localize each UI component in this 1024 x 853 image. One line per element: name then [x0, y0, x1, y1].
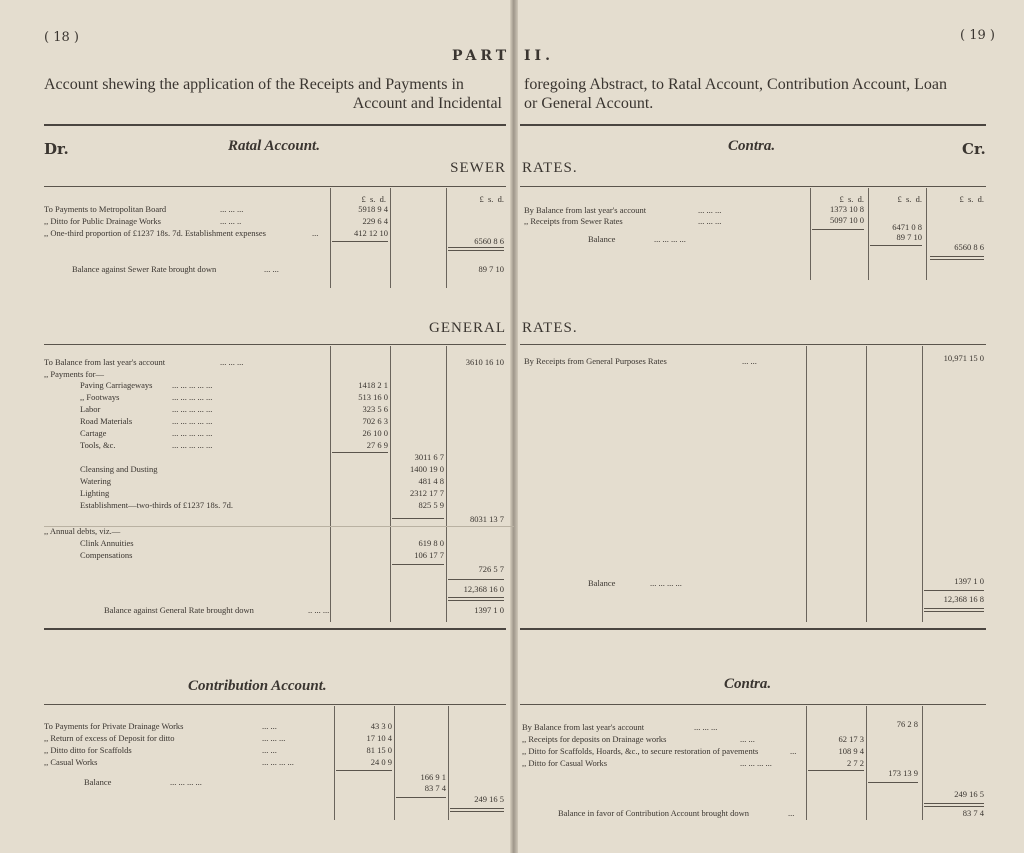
ledger-row-amount: 3610 16 10 — [465, 357, 504, 367]
ledger-row-dots: ... ... ... ... ... — [172, 428, 213, 438]
ledger-row-amount: 412 12 10 — [354, 228, 388, 238]
ledger-row-amount: 2 7 2 — [847, 758, 864, 768]
ledger-row-text: By Receipts from General Purposes Rates — [524, 356, 667, 366]
rule — [44, 344, 506, 345]
contribution-contra-title: Contra. — [724, 676, 772, 692]
sewer-left-total: 6560 8 6 — [474, 236, 504, 246]
ledger-row-dots: ... ... .. — [220, 216, 242, 226]
ledger-row-text: ,, Casual Works — [44, 757, 98, 767]
ledger-row-amount: 481 4 8 — [418, 476, 444, 486]
ledger-row-text: Balance against Sewer Rate brought down — [72, 264, 217, 274]
ledger-row-text: Road Materials — [80, 416, 133, 426]
ledger-row-amount: 83 7 4 — [962, 808, 984, 818]
rule — [448, 597, 504, 598]
ledger-row-amount: 513 16 0 — [358, 392, 388, 402]
column-rule — [394, 706, 395, 820]
page-number-left: ( 18 ) — [44, 30, 79, 45]
column-rule — [390, 188, 391, 288]
ledger-row-dots: ... ... ... ... ... — [172, 416, 213, 426]
ledger-row-dots: ... ... ... ... ... — [172, 380, 213, 390]
ledger-row-dots: ... ... ... — [220, 357, 244, 367]
annual-total: 726 5 7 — [478, 564, 504, 574]
rule — [336, 770, 392, 771]
ledger-row-dots: ... ... ... ... ... — [172, 404, 213, 414]
intro-left-line-1: Account shewing the application of the Receipts and Payments in — [44, 76, 464, 93]
rule — [448, 247, 504, 248]
ledger-row-text: ,, One-third proportion of £1237 18s. 7d. Establishment expenses — [44, 228, 266, 238]
column-rule — [330, 346, 331, 622]
ledger-row-amount: 89 7 10 — [478, 264, 504, 274]
part-label-right: II. — [524, 48, 554, 64]
general-heading: GENERAL — [429, 320, 506, 336]
column-rule — [922, 346, 923, 622]
rule — [924, 611, 984, 612]
ledger-row-text: ,, Annual debts, viz.— — [44, 526, 121, 536]
part-label-left: PART — [452, 48, 511, 64]
column-rule — [446, 188, 447, 288]
money-header: £ s. d. — [959, 194, 984, 204]
rule — [520, 704, 986, 705]
ledger-row-amount: 43 3 0 — [370, 721, 392, 731]
ledger-row-text: Balance — [588, 234, 616, 244]
ledger-row-amount: 2312 17 7 — [410, 488, 444, 498]
ledger-row-text: Balance in favor of Contribution Account brought down — [558, 808, 749, 818]
money-header: £ s. d. — [897, 194, 922, 204]
ledger-row-text: Paving Carriageways — [80, 380, 153, 390]
ledger-row-amount: 24 0 9 — [370, 757, 392, 767]
ledger-row-amount: 89 7 10 — [896, 232, 922, 242]
ledger-row-text: By Balance from last year's account — [524, 205, 647, 215]
rule — [520, 124, 986, 126]
rule — [520, 186, 986, 187]
column-rule — [446, 346, 447, 622]
ledger-row-text: ,, Receipts for deposits on Drainage works — [522, 734, 667, 744]
ledger-row-text: To Payments to Metropolitan Board — [44, 204, 167, 214]
ledger-row-text: Balance — [84, 777, 112, 787]
ledger-row-amount: 825 5 9 — [418, 500, 444, 510]
ledger-row-dots: ... ... ... ... — [654, 234, 686, 244]
column-rule — [868, 188, 869, 280]
ledger-row-text: Balance — [588, 578, 616, 588]
ledger-row-dots: ... ... — [740, 734, 755, 744]
column-rule — [866, 346, 867, 622]
rule — [44, 628, 506, 630]
rule — [520, 344, 986, 345]
rule — [520, 628, 986, 630]
rule — [450, 811, 504, 812]
ledger-row-text: ,, Ditto ditto for Scaffolds — [44, 745, 132, 755]
ledger-row-dots: ... ... ... ... — [740, 758, 772, 768]
ledger-row-dots: ... — [790, 746, 797, 756]
rule — [332, 452, 388, 453]
ledger-row-dots: ... ... — [742, 356, 757, 366]
ledger-row-text: To Payments for Private Drainage Works — [44, 721, 184, 731]
general-rates-heading: RATES. — [522, 320, 578, 336]
column-rule — [866, 706, 867, 820]
page-number-right: ( 19 ) — [960, 28, 995, 43]
ledger-row-amount: 108 9 4 — [838, 746, 864, 756]
ledger-row-amount: 323 5 6 — [362, 404, 388, 414]
rule — [392, 564, 444, 565]
rule — [924, 608, 984, 609]
rule — [392, 518, 444, 519]
page-fold — [510, 0, 518, 853]
money-header: £ s. d. — [361, 194, 386, 204]
ledger-row-dots: .. ... ... — [308, 605, 330, 615]
ledger-row-text: ,, Payments for— — [44, 369, 104, 379]
sewer-right-subtotal: 6471 0 8 — [892, 222, 922, 232]
ledger-row-dots: ... ... ... — [694, 722, 718, 732]
ledger-row-amount: 62 17 3 — [838, 734, 864, 744]
rule — [924, 590, 984, 591]
ledger-row-amount: 1397 1 0 — [954, 576, 984, 586]
money-header: £ s. d. — [479, 194, 504, 204]
ledger-row-text: ,, Ditto for Scaffolds, Hoards, &c., to secure restoration of pavements — [522, 746, 759, 756]
ledger-row-amount: 619 8 0 — [418, 538, 444, 548]
rule — [450, 808, 504, 809]
sewer-right-total: 6560 8 6 — [954, 242, 984, 252]
contra-title: Contra. — [728, 138, 776, 154]
ledger-row-dots: ... ... ... — [262, 733, 286, 743]
rule — [44, 124, 506, 126]
ledger-row-text: To Balance from last year's account — [44, 357, 166, 367]
ledger-row-dots: ... ... — [264, 264, 279, 274]
ledger-row-amount: 5097 10 0 — [830, 215, 864, 225]
column-rule — [922, 706, 923, 820]
ledger-row-amount: 27 6 9 — [366, 440, 388, 450]
rule — [868, 782, 918, 783]
ledger-row-text: ,, Ditto for Public Drainage Works — [44, 216, 161, 226]
sewer-rates-heading: RATES. — [522, 160, 578, 176]
column-rule — [806, 706, 807, 820]
column-rule — [926, 188, 927, 280]
rule — [808, 770, 864, 771]
ledger-row-amount: 83 7 4 — [424, 783, 446, 793]
rule — [930, 259, 984, 260]
ledger-row-amount: 26 10 0 — [362, 428, 388, 438]
rule — [448, 250, 504, 251]
ledger-row-amount: 10,971 15 0 — [943, 353, 984, 363]
ledger-row-text: ,, Receipts from Sewer Rates — [524, 216, 623, 226]
ledger-row-amount: 5918 9 4 — [358, 204, 388, 214]
intro-left-line-2: Account and Incidental — [352, 95, 502, 112]
rule — [930, 256, 984, 257]
ledger-row-dots: ... ... ... ... — [170, 777, 202, 787]
payments-total: 8031 13 7 — [470, 514, 504, 524]
money-header: £ s. d. — [839, 194, 864, 204]
ledger-row-text: Labor — [80, 404, 101, 414]
column-rule — [448, 706, 449, 820]
ledger-row-text: Cleansing and Dusting — [80, 464, 158, 474]
ledger-row-amount: 81 15 0 — [366, 745, 392, 755]
ledger-row-amount: 1373 10 8 — [830, 204, 864, 214]
grand-total: 12,368 16 0 — [463, 584, 504, 594]
ledger-row-dots: ... ... ... — [698, 205, 722, 215]
column-rule — [390, 346, 391, 622]
ledger-row-text: Watering — [80, 476, 111, 486]
group1-total: 3011 6 7 — [414, 452, 444, 462]
rule — [332, 241, 388, 242]
ledger-row-text: ,, Footways — [80, 392, 120, 402]
column-rule — [330, 188, 331, 288]
contrib-right-subtotal: 173 13 9 — [888, 768, 918, 778]
ledger-row-text: Tools, &c. — [80, 440, 116, 450]
ledger-row-dots: ... ... ... ... — [262, 757, 294, 767]
ledger-row-text: Lighting — [80, 488, 110, 498]
ledger-row-text: By Balance from last year's account — [522, 722, 645, 732]
ledger-row-text: Balance against General Rate brought down — [104, 605, 254, 615]
cr-label: Cr. — [962, 140, 986, 158]
contribution-account-title: Contribution Account. — [188, 678, 327, 694]
ledger-row-amount: 229 6 4 — [362, 216, 388, 226]
rule — [448, 600, 504, 601]
rule — [44, 704, 506, 705]
intro-right-line-1: foregoing Abstract, to Ratal Account, Contribution Account, Loan — [524, 76, 948, 93]
ledger-row-dots: ... ... ... ... ... — [172, 440, 213, 450]
sewer-heading: SEWER — [450, 160, 506, 176]
ledger-row-dots: ... — [788, 808, 795, 818]
rule — [812, 229, 864, 230]
rule — [870, 245, 922, 246]
rule — [924, 803, 984, 804]
dr-label: Dr. — [44, 140, 69, 158]
contrib-left-total: 249 16 5 — [474, 794, 504, 804]
ledger-row-dots: ... ... — [262, 721, 277, 731]
ratal-account-title: Ratal Account. — [228, 138, 320, 154]
column-rule — [806, 346, 807, 622]
ledger-row-amount: 17 10 4 — [366, 733, 392, 743]
rule — [924, 806, 984, 807]
ledger-row-amount: 1418 2 1 — [358, 380, 388, 390]
contrib-left-subtotal: 166 9 1 — [420, 772, 446, 782]
intro-right-line-2: or General Account. — [524, 95, 654, 112]
ledger-row-amount: 1400 19 0 — [410, 464, 444, 474]
rule — [448, 579, 504, 580]
ledger-row-dots: ... — [312, 228, 319, 238]
ledger-row-dots: ... ... ... — [698, 216, 722, 226]
ledger-row-dots: ... ... ... ... ... — [172, 392, 213, 402]
ledger-row-dots: ... ... — [262, 745, 277, 755]
ledger-row-text: ,, Ditto for Casual Works — [522, 758, 608, 768]
rule — [396, 797, 446, 798]
contrib-right-total: 249 16 5 — [954, 789, 984, 799]
ledger-row-text: Compensations — [80, 550, 133, 560]
ledger-row-dots: ... ... ... ... — [650, 578, 682, 588]
ledger-row-dots: ... ... ... — [220, 204, 244, 214]
rule — [44, 186, 506, 187]
ledger-row-text: ,, Return of excess of Deposit for ditto — [44, 733, 175, 743]
ledger-row-amount: 106 17 7 — [414, 550, 444, 560]
ledger-row-amount: 1397 1 0 — [474, 605, 504, 615]
general-right-total: 12,368 16 8 — [943, 594, 984, 604]
column-rule — [810, 188, 811, 280]
ledger-row-amount: 76 2 8 — [896, 719, 918, 729]
ledger-row-text: Clink Annuities — [80, 538, 134, 548]
column-rule — [334, 706, 335, 820]
ledger-row-text: Establishment—two-thirds of £1237 18s. 7d. — [80, 500, 233, 510]
ledger-row-amount: 702 6 3 — [362, 416, 388, 426]
ledger-row-text: Cartage — [80, 428, 107, 438]
